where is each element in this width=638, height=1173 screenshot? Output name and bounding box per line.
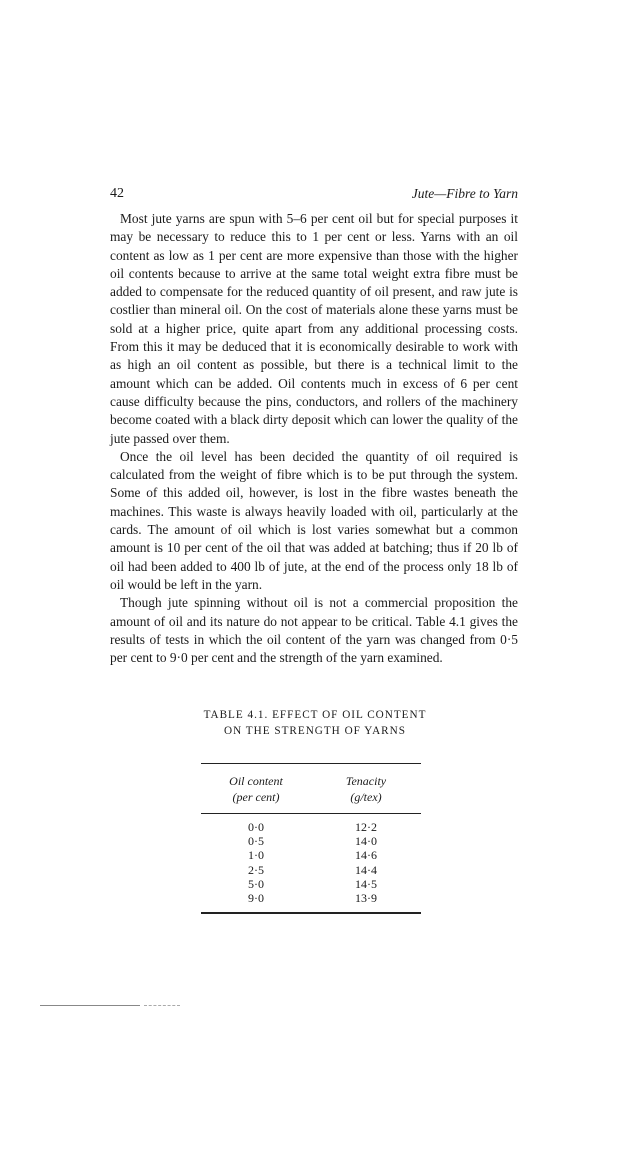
tenacity-cell: 14·4 [355,862,377,877]
table-row [201,877,421,891]
paragraph: Though jute spinning without oil is not a commercial proposition the amount of oil and its nature do not appear to be critical. Table 4.1 gives the results of tests in which the oil content of the yarn was changed from 0·5 per cent to 9·0 per cent and the strength of the yarn examined. [110,595,518,666]
tenacity-cell: 13·9 [355,891,377,906]
scan-margin-marks [40,1005,180,1009]
table-row [201,848,421,862]
tenacity-cell: 14·6 [355,848,377,863]
table-body [201,814,421,912]
table-bottom-rule [201,912,421,914]
body-text [110,210,518,667]
table-row [201,834,421,848]
column-unit: (per cent) [232,790,280,804]
column-title: Oil content [229,774,283,788]
data-table [201,763,421,914]
column-title: Tenacity [345,774,387,788]
paragraph: Once the oil level has been decided the quantity of oil required is calculated from the weight of fibre which is to be put through the system. Some of this added oil, however, is lost in the fibre wastes beneath the machines. This waste is always heavily loaded with oil, particularly at the cards. The amount of oil which is lost varies somewhat but a common amount is 10 per cent of the oil that was added at batching; thus if 20 lb of oil had been added to 400 lb of jute, at the end of the process only 18 lb of oil would be left in the yarn. [110,448,518,592]
running-title: Jute—Fibre to Yarn [411,186,518,201]
column-unit: (g/tex) [350,790,382,804]
paragraph: Most jute yarns are spun with 5–6 per cent oil but for special purposes it may be necessary to reduce this to 1 per cent or less. Yarns with an oil content as low as 1 per cent are more expensive than those with the higher oil contents because to arrive at the same total weight extra fibre must be added to compensate for the reduced quantity of oil present, and raw jute is costlier than mineral oil. On the cost of materials alone these yarns must be sold at a higher price, quite apart from any additional processing costs. From this it may be deduced that it is economically desirable to work with as high an oil content as possible, but there is a technical limit to the amount which can be added. Oil contents much in excess of 6 per cent cause difficulty because the pins, conductors, and rollers of the machinery become coated with a black dirty deposit which can lower the quality of the jute passed over them. [110,211,518,446]
scan-line [40,1005,140,1006]
table-row [201,891,421,905]
oil-content-cell: 5·0 [248,876,264,891]
oil-content-cell: 2·5 [248,862,264,877]
oil-content-cell: 1·0 [248,848,264,863]
tenacity-cell: 14·0 [355,834,377,849]
page-number: 42 [110,186,124,201]
table-row [201,863,421,877]
table-header [201,764,421,813]
column-header-tenacity [311,773,421,805]
table-row [201,820,421,834]
column-header-oil-content [201,773,311,805]
oil-content-cell: 0·5 [248,834,264,849]
page-header [110,186,518,206]
oil-content-cell: 0·0 [248,820,264,834]
tenacity-cell: 12·2 [355,820,377,834]
scan-dash [144,1005,180,1006]
oil-content-cell: 9·0 [248,891,264,906]
tenacity-cell: 14·5 [355,876,377,891]
table-caption: TABLE 4.1. EFFECT OF OIL CONTENT ON THE STRENGTH OF YARNS [203,709,427,737]
